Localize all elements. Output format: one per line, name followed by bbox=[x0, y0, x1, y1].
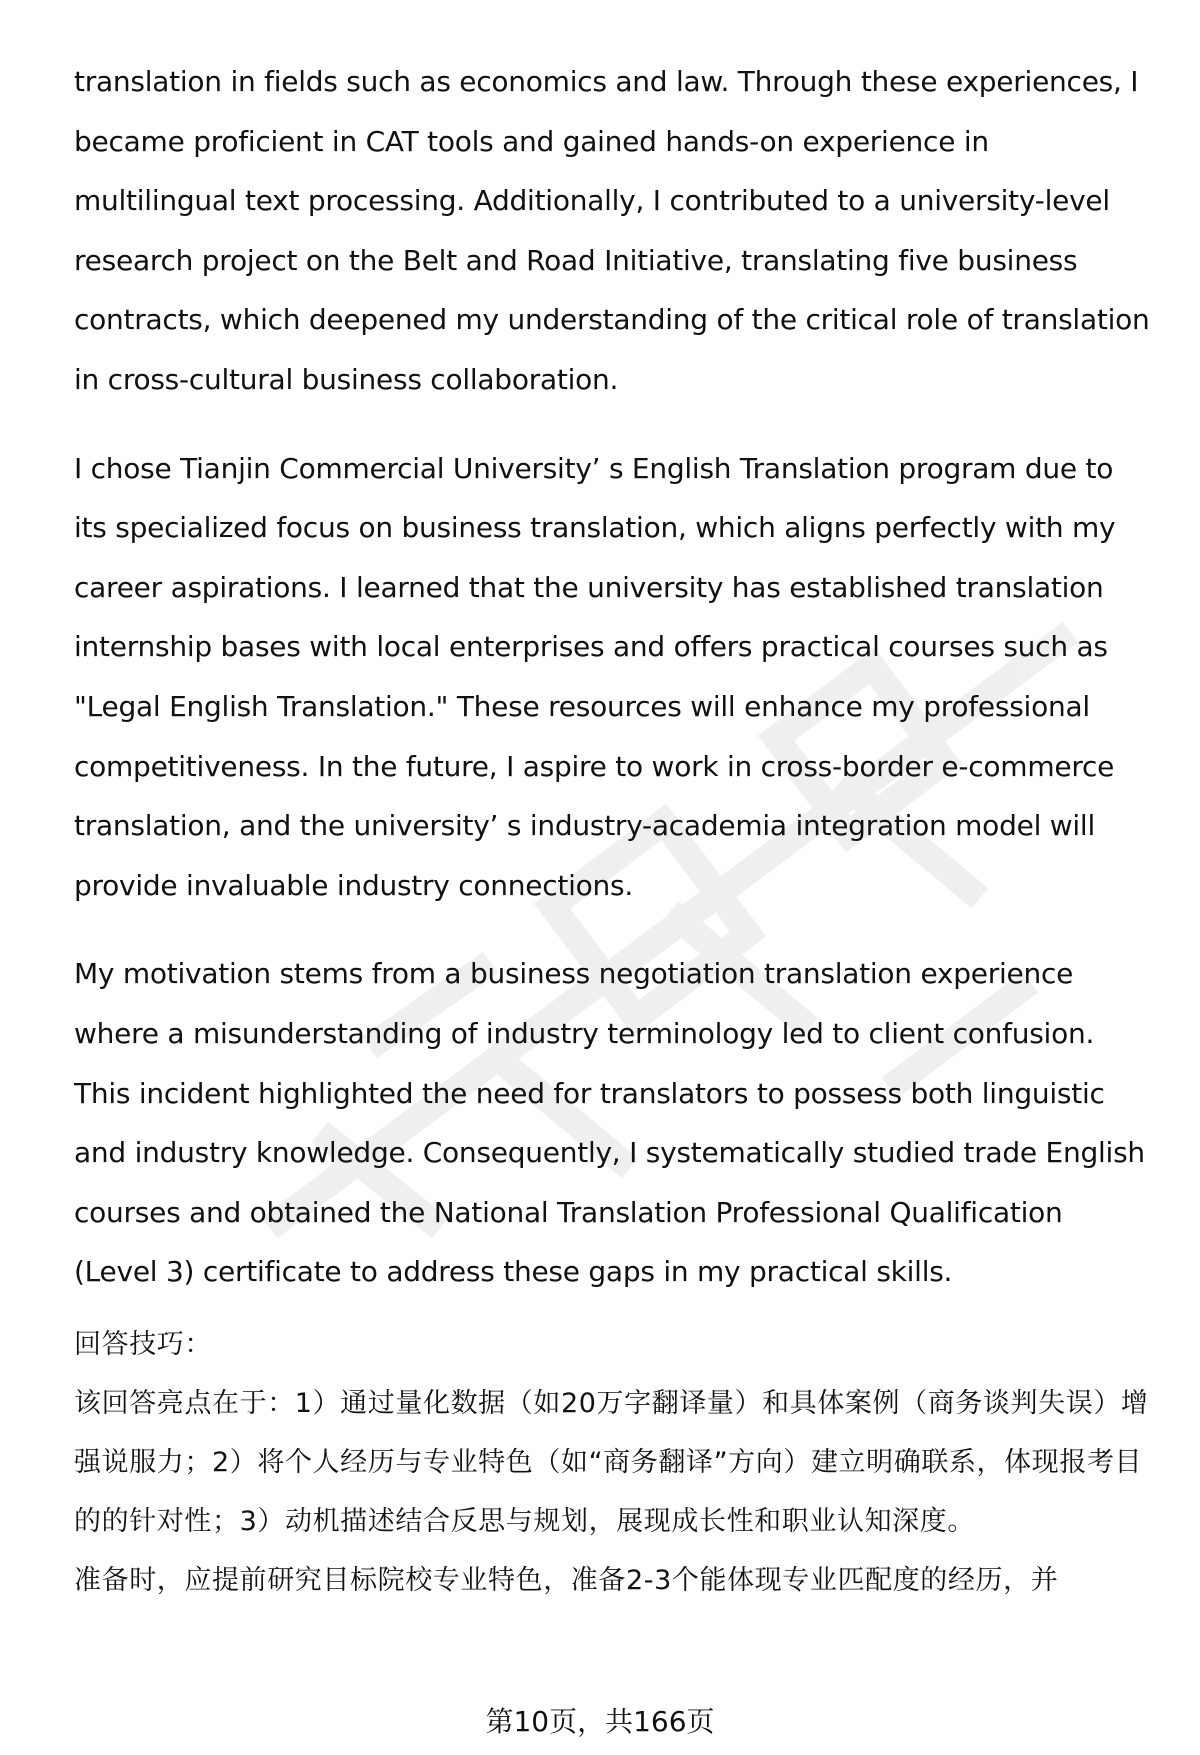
tips-preparation: 准备时，应提前研究目标院校专业特色，准备2-3个能体现专业匹配度的经历，并 bbox=[74, 1564, 1059, 1596]
document-body bbox=[74, 52, 1154, 1610]
page-number-footer: 第10页，共166页 bbox=[485, 1705, 715, 1738]
paragraph: translation in fields such as economics and law. Through these experiences, I became proficient in CAT tools and gained hands-on experience in multilingual text processing. Additionally, I contributed to a university-level research project on the Belt and Road Initiative, translating five business contracts, which deepened my understanding of the critical role of translation in cross-cultural business collaboration. bbox=[74, 65, 1150, 396]
paragraph: I chose Tianjin Commercial University’ s English Translation program due to its specialized focus on business translation, which aligns perfectly with my career aspirations. I learned that the university has established translation internship bases with local enterprises and offers practical courses such as "Legal English Translation." These resources will enhance my professional competitiveness. In the future, I aspire to work in cross-border e-commerce translation, and the university’ s industry-academia integration model will provide invaluable industry connections. bbox=[74, 451, 1116, 902]
paragraph: My motivation stems from a business negotiation translation experience where a misunderstanding of industry terminology led to client confusion. This incident highlighted the need for translators to possess both linguistic and industry knowledge. Consequently, I systematically studied trade English courses and obtained the National Translation Professional Qualification (Level 3) certificate to address these gaps in my practical skills. bbox=[74, 957, 1145, 1289]
tips-body: 该回答亮点在于：1）通过量化数据（如20万字翻译量）和具体案例（商务谈判失误）增强说服力；2）将个人经历与专业特色（如“商务翻译”方向）建立明确联系，体现报考目的的针对性；3）动机描述结合反思与规划，展现成长性和职业认知深度。 bbox=[74, 1387, 1149, 1537]
tips-heading: 回答技巧： bbox=[74, 1328, 212, 1360]
answer-tips-section bbox=[74, 1315, 1154, 1610]
